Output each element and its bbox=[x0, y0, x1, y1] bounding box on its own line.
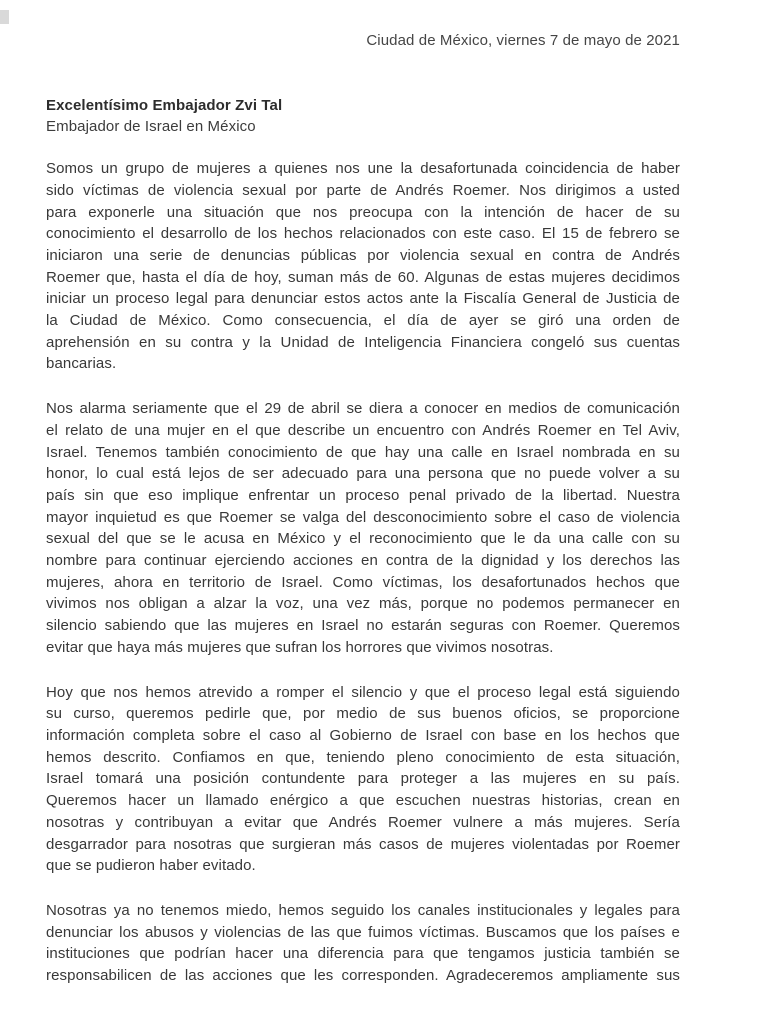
text-line: Israel tomará una posición contundente para proteger a las mujeres en su país. bbox=[46, 770, 680, 788]
text-line: el relato de una mujer en el que describe un encuentro con Andrés Roemer en Tel Aviv, bbox=[46, 421, 680, 439]
text-line: desgarrador para nosotras que surgieran más casos de mujeres violentadas por Roemer bbox=[46, 835, 680, 853]
paragraph bbox=[46, 900, 680, 987]
text-line: aprehensión en su contra y la Unidad de Inteligencia Financiera congeló sus cuentas bbox=[46, 333, 680, 351]
text-line: Israel. Tenemos también conocimiento de que hay una calle en Israel nombrada en su bbox=[46, 443, 680, 461]
text-line: Nosotras ya no tenemos miedo, hemos seguido los canales institucionales y legales para bbox=[46, 901, 680, 919]
dateline: Ciudad de México, viernes 7 de mayo de 2021 bbox=[366, 32, 680, 49]
text-line: silencio sabiendo que las mujeres en Israel no estarán seguras con Roemer. Queremos bbox=[46, 617, 680, 635]
recipient-name: Excelentísimo Embajador Zvi Tal bbox=[46, 96, 283, 114]
text-line: Queremos hacer un llamado enérgico a que escuchen nuestras historias, crean en bbox=[46, 792, 680, 810]
text-line: Somos un grupo de mujeres a quienes nos une la desafortunada coincidencia de haber bbox=[46, 160, 680, 178]
text-line: evitar que haya más mujeres que sufran los horrores que vivimos nosotras. bbox=[46, 638, 554, 656]
letter-body bbox=[46, 158, 680, 987]
text-line: sido víctimas de violencia sexual por parte de Andrés Roemer. Nos dirigimos a usted bbox=[46, 181, 680, 199]
text-line: la Ciudad de México. Como consecuencia, el día de ayer se giró una orden de bbox=[46, 312, 680, 330]
text-line: Roemer que, hasta el día de hoy, suman más de 60. Algunas de estas mujeres decidimos bbox=[46, 268, 680, 286]
text-line: nombre para continuar ejerciendo acciones en contra de la dignidad y los derechos las bbox=[46, 552, 680, 570]
text-line: su curso, queremos pedirle que, por medio de sus buenos oficios, se proporcione bbox=[46, 705, 680, 723]
text-line: que se pudieron haber evitado. bbox=[46, 857, 256, 875]
text-line: iniciar un proceso legal para denunciar estos actos ante la Fiscalía General de Justicia de bbox=[46, 290, 680, 308]
text-line: país sin que eso implique enfrentar un proceso penal privado de la libertad. Nuestra bbox=[46, 486, 680, 504]
text-line: mujeres, ahora en territorio de Israel. Como víctimas, los desafortunados hechos que bbox=[46, 573, 680, 591]
scan-artifact bbox=[0, 10, 9, 24]
text-line: información completa sobre el caso al Gobierno de Israel con base en los hechos que bbox=[46, 726, 680, 744]
text-line: hemos descrito. Confiamos en que, teniendo pleno conocimiento de esta situación, bbox=[46, 748, 680, 766]
text-line: sexual del que se le acusa en México y el reconocimiento que le da una calle con su bbox=[46, 530, 680, 548]
paragraph bbox=[46, 682, 680, 877]
letter-content bbox=[46, 30, 680, 1010]
text-line: nosotras y contribuyan a evitar que Andrés Roemer vulnere a más mujeres. Sería bbox=[46, 813, 680, 831]
text-line: vivimos nos obligan a alzar la voz, una vez más, porque no podemos permanecer en bbox=[46, 595, 680, 613]
recipient-title: Embajador de Israel en México bbox=[46, 118, 256, 136]
text-line: iniciaron una serie de denuncias públicas por violencia sexual en contra de Andrés bbox=[46, 246, 680, 264]
text-line: Nos alarma seriamente que el 29 de abril se diera a conocer en medios de comunicación bbox=[46, 400, 680, 418]
paragraph bbox=[46, 398, 680, 658]
text-line: para exponerle una situación que nos preocupa con la intención de hacer de su bbox=[46, 203, 680, 221]
paragraph bbox=[46, 158, 680, 375]
text-line: bancarias. bbox=[46, 355, 117, 373]
text-line: honor, lo cual está lejos de ser adecuado para una persona que no puede volver a su bbox=[46, 465, 680, 483]
text-line: denunciar los abusos y violencias de las que fuimos víctimas. Buscamos que los países e bbox=[46, 923, 680, 941]
text-line: Hoy que nos hemos atrevido a romper el silencio y que el proceso legal está siguiendo bbox=[46, 683, 680, 701]
text-line: instituciones que podrían hacer una diferencia para que tengamos justicia también se bbox=[46, 945, 680, 963]
text-line: mayor inquietud es que Roemer se valga del desconocimiento sobre el caso de violencia bbox=[46, 508, 680, 526]
text-line: conocimiento el desarrollo de los hechos relacionados con este caso. El 15 de febrero se bbox=[46, 225, 680, 243]
text-line: responsabilicen de las acciones que les corresponden. Agradeceremos ampliamente sus bbox=[46, 967, 680, 985]
